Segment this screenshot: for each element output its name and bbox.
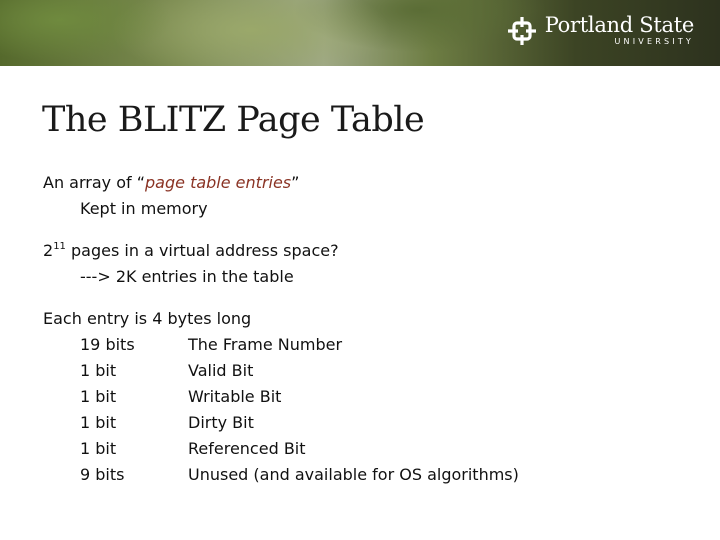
field-bits: 19 bits [80, 335, 135, 354]
intro-line [43, 170, 703, 196]
pages-base: 2 [43, 241, 54, 260]
entries-line: ---> 2K entries in the table [80, 267, 294, 286]
field-desc: Unused (and available for OS algorithms) [188, 465, 519, 484]
field-desc: Dirty Bit [188, 413, 254, 432]
field-row [43, 436, 703, 462]
pages-line [43, 238, 703, 264]
intro-accent: page table entries [145, 173, 292, 192]
memory-line: Kept in memory [80, 199, 208, 218]
pages-rest: pages in a virtual address space? [65, 241, 339, 260]
field-desc: The Frame Number [188, 335, 343, 354]
logo-subtitle: UNIVERSITY [614, 37, 694, 46]
field-bits: 1 bit [80, 413, 117, 432]
field-desc: Valid Bit [188, 361, 254, 380]
field-row [43, 332, 703, 358]
pages-exponent: 11 [53, 241, 66, 252]
university-logo [505, 14, 694, 48]
entry-size-line: Each entry is 4 bytes long [43, 309, 252, 328]
field-row [43, 358, 703, 384]
field-desc: Referenced Bit [188, 439, 306, 458]
psu-logo-icon [505, 14, 539, 48]
field-bits: 1 bit [80, 439, 117, 458]
field-row [43, 384, 703, 410]
logo-name: Portland State [544, 13, 694, 37]
field-desc: Writable Bit [188, 387, 282, 406]
field-row [43, 410, 703, 436]
field-row [43, 462, 703, 488]
intro-suffix: ” [291, 173, 300, 192]
intro-prefix: An array of “ [43, 173, 146, 192]
field-bits: 9 bits [80, 465, 125, 484]
header-banner [0, 0, 720, 66]
slide-title: The BLITZ Page Table [42, 100, 425, 140]
slide-body [43, 170, 703, 488]
field-list [43, 332, 703, 488]
field-bits: 1 bit [80, 361, 117, 380]
field-bits: 1 bit [80, 387, 117, 406]
